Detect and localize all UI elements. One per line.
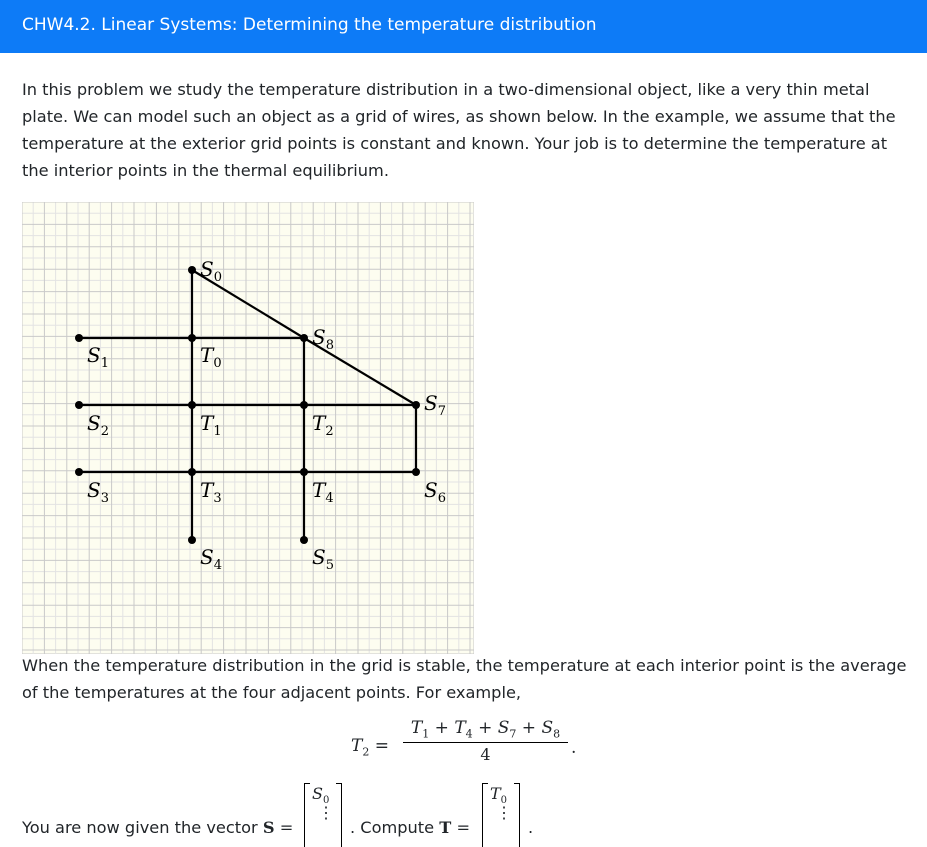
equation-fraction: [403, 718, 568, 764]
page-title: CHW4.2. Linear Systems: Determining the temperature distribution: [22, 15, 597, 35]
node-t4: [300, 468, 308, 476]
label-s6: $S_6$: [424, 478, 446, 506]
node-s0: [188, 266, 196, 274]
fraction-denominator: 4: [480, 745, 491, 765]
node-t0: [188, 334, 196, 342]
s-vector-dots: ⋮: [318, 803, 334, 822]
node-s8: [300, 334, 308, 342]
task-text-middle: [350, 818, 470, 837]
num-s7: S: [497, 718, 510, 738]
t-bracket-left: [482, 783, 488, 847]
fraction-bar: [403, 742, 568, 743]
label-s4: $S_4$: [200, 545, 222, 573]
label-t0: $T_0$: [200, 343, 222, 371]
node-s7: [412, 401, 420, 409]
node-s6: [412, 468, 420, 476]
plus-2: +: [478, 718, 493, 738]
plus-3: +: [521, 718, 537, 738]
equation-period: .: [571, 738, 577, 758]
node-t1: [188, 401, 196, 409]
t-equals: =: [451, 818, 471, 837]
s-bracket-left: [304, 783, 310, 847]
task-text-end: .: [528, 818, 534, 837]
text-before: You are now given the vector: [22, 818, 263, 837]
label-s8: $S_8$: [312, 325, 334, 353]
text-middle: . Compute: [350, 818, 440, 837]
num-s8-sub: 8: [553, 727, 561, 741]
intro-paragraph: In this problem we study the temperature distribution in a two-dimensional object, like a very thin metal plate. We can model such an object as a grid of wires, as shown below. In the example, we assume that the temperature at the exterior grid points is constant and known. Your job is to determine the temperature at the interior points in the thermal equilibrium.: [22, 80, 896, 180]
label-t1: $T_1$: [200, 411, 222, 439]
label-s3: $S_3$: [87, 478, 109, 506]
num-t4: T: [454, 718, 466, 738]
node-s2: [75, 401, 83, 409]
num-s8: S: [541, 718, 554, 738]
t-vector-dots: ⋮: [496, 803, 512, 822]
label-s2: $S_2$: [87, 411, 109, 439]
label-s7: $S_7$: [424, 391, 446, 419]
node-t2: [300, 401, 308, 409]
equation-lhs: [351, 736, 389, 758]
equals-sign: =: [374, 736, 389, 756]
task-statement: [22, 778, 922, 847]
t-vector-symbol: T: [439, 818, 452, 837]
node-s5: [300, 536, 308, 544]
label-s1: $S_1$: [87, 343, 109, 371]
fraction-numerator: [403, 718, 568, 740]
num-t1: T: [410, 718, 423, 738]
page-header: [0, 0, 927, 53]
node-t3: [188, 468, 196, 476]
t-bracket-right: [514, 783, 520, 847]
label-t3: $T_3$: [200, 478, 222, 506]
grid-figure: [22, 202, 474, 654]
node-s3: [75, 468, 83, 476]
label-s0: $S_0$: [200, 257, 222, 285]
s-vector-symbol: S: [262, 818, 275, 837]
label-t2: $T_2$: [312, 411, 334, 439]
lhs-sub: 2: [362, 745, 370, 759]
s-equals: =: [274, 818, 294, 837]
node-s4: [188, 536, 196, 544]
t-entry-var: T: [490, 784, 501, 803]
num-s7-sub: 7: [509, 727, 517, 741]
label-s5: $S_5$: [312, 545, 334, 573]
lhs-var: T: [351, 736, 363, 756]
node-s1: [75, 334, 83, 342]
num-t1-sub: 1: [422, 727, 430, 741]
s-entry-var: S: [312, 784, 323, 803]
task-text-before: [22, 818, 293, 837]
average-paragraph: When the temperature distribution in the grid is stable, the temperature at each interior point is the average of the temperatures at the four adjacent points. For example,: [22, 656, 907, 702]
grid-diagram: [22, 202, 474, 654]
plus-1: +: [434, 718, 449, 738]
num-t4-sub: 4: [465, 727, 473, 741]
s-entry-sub: 0: [322, 795, 330, 807]
label-t4: $T_4$: [312, 478, 334, 506]
t-entry-sub: 0: [500, 795, 508, 807]
s-bracket-right: [336, 783, 342, 847]
